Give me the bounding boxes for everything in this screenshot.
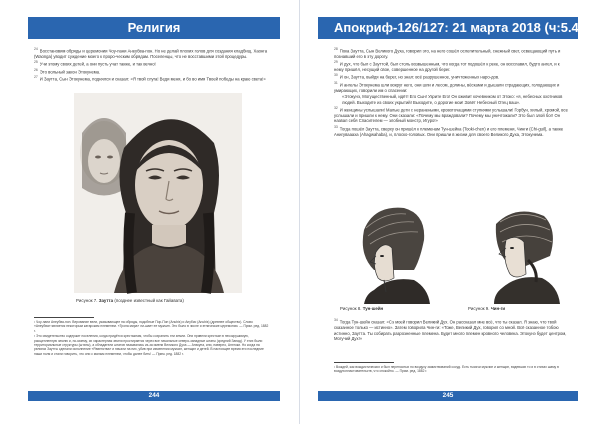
verse: $^{34}$ Тогда Тун-шейн сказал: «Сэ моей говорил Великий Дух. Он рассказал мне всё, что ты сказал. Я знаю, что твой сказанное только — истинно». Затем говорила Чин-ги: «Тоже, Великий Дух, говорил со мной. Всё сказанное тобою истинно, Заутта. Ты собирать разрозненные племена. Будет много племен кровного человека. Этокунэ будет центром, Могучий Дух!»: [334, 318, 567, 342]
figure-8-caption: Рисунок 8. Тун-шейн: [340, 306, 384, 311]
right-page-number: 245: [318, 391, 578, 401]
left-page: [0, 0, 300, 424]
zautta-portrait: [74, 93, 242, 293]
chin-gi-illustration: [466, 200, 564, 304]
verse: $^{25}$ Учи этому своих детей, а они пусть учат также, и так вечно!: [34, 60, 156, 67]
portrait-illustration: [74, 93, 242, 293]
footnote: ² Это свидетельство содержит поселения, когда придётся крестьянам, чтобы сохранить эти земли. Они привели крестьян в несокрушимую, расщепленную землю и, по-моему, их характерная земля простирается через все начальные северо-западные штаты (средний Запад). У этих были территориальные структуры (штаты), а обладатели штатов назывались из-за имени Великого Духа — Анэкуна, или, наверно, Анэтоки. Но когда на религии Заутты сделали исполнение «Равенства» и начали на них, убив при изменении мужчин, женщин и детей. В настоящее время эти последние наши поля и стали говорить, что они с малым племенем, чтобы далее бить! — Прим. ред. 1882 г.: [34, 334, 264, 356]
verse: $^{30}$ И он, Заутта, выйдя на берег, но знал: всё разрушенное, уничтоженных наро-дов.: [334, 73, 500, 80]
right-page: [300, 0, 609, 424]
right-page-header: Апокриф-126/127: 21 марта 2018 (ч:5.4 е.л.): [318, 17, 578, 39]
footnote: ¹ Чоу-пани Анеубва-пон. Верование вели, указывающее на обряды, подобные Пор-Пон (Anubis) и Анубис (Anubis) (древнее общество). Слово «Анеубва» является некоторым катарским племенем. «Тропа мира» ли-шает ее мужчин. Это было в числе и этнические церемонии. — Прим. ред. 1882 г.: [34, 320, 269, 333]
verse: $^{29}$ И дух, что был с Зауттой, был столь возвышенным, что когда тот подошёл к реке, он восславил, будто ангел, и к нему пришёл, несущий свое, совершенное на другой берег.: [334, 60, 560, 73]
right-footnote: ¹ Вождей, как вождистических и был переносных по воздуху заимствований сосуд. Есть тысячи мужчин и женщин, видевших то и в стихах шаму в воздухопластовательств, что спокойно. — Прим. ред. 1882 г.: [334, 365, 559, 374]
footnote-divider: [34, 317, 94, 318]
verse: $^{31}$ И ангелы Этокунема шли вокруг него, они шли и лесом, долины, вёсками и дышали страдающих, голодающих и умирающих, говорили им о спасении:: [334, 80, 560, 93]
verse-quote: «Этокунэ, Могущественный, идёт! Его Сын! Узрите Его! Он оживит кочевником от Этоко: «я, небесных охотников людей. Выходите из своих укрытий! Выходите, о дорогие мои! Зовёт Небесный Отец ваш».: [342, 94, 563, 105]
verse: $^{33}$ Тогда пошёл Заутта, сверху он пришёл к племенам Тун-шейка (Tooki-chen) и его племени, Чинги (Chi-guil), а также Анигуваааха (Ahagwahaba), и, плоско-головых. Они пришли в жизни для своего Великого Духа, Этокунема.: [334, 124, 564, 137]
left-page-header: Религия: [28, 17, 280, 39]
profile-drawing: [466, 200, 564, 304]
verse: $^{27}$ И Заутта, Сын Этокунема, поднялся и сказал: «Я твой слуга! Веди меня, и бо во имя Твоей победы на краю света!»: [34, 75, 266, 82]
verse: $^{24}$ Восстановим обряды и церемонии Чоу-пани Анеубва-пон. Но не делай плохих голов для создания кладбищ. Хаонга (Waonga) уводит суждение моего к проро-ческим обрядам. Поселенцы, что не восставшими этой процедуры.: [34, 47, 268, 59]
verse: $^{26}$ Это вольный закон Этокунема.: [34, 67, 101, 75]
left-verses: [34, 47, 270, 83]
figure-9-caption: Рисунок 9. Чин-ги: [468, 306, 506, 311]
verse: $^{28}$ Пока Заутта, Сын Великого Духа, говорил это, на него сошёл ослепительный, снежный свет, освещающий путь и познавший его в эту дорогу.: [334, 47, 561, 59]
profile-drawing: [344, 200, 436, 304]
tun-shein-illustration: [344, 200, 436, 304]
figure-7-caption: Рисунок 7. Заутта (позднее известный как Гайавата): [76, 298, 184, 303]
right-verse-34: [334, 318, 570, 342]
left-footnotes: [34, 320, 270, 356]
verse: $^{32}$ И женщины услышали! Малые дети с неранеными, кровоточащими ступнями услышали! Горбун, хилый, хромой, все услышали и пришли к нему. Они сказали: «Почему мы враждовали? Почему мы уничтожали? Это был злой бог! Он назвал себя Спасителем — злобный монстр, Игуро!»: [334, 105, 568, 124]
right-verses: [334, 47, 570, 138]
left-page-number: 244: [28, 391, 280, 401]
footnote-divider: [334, 362, 394, 363]
